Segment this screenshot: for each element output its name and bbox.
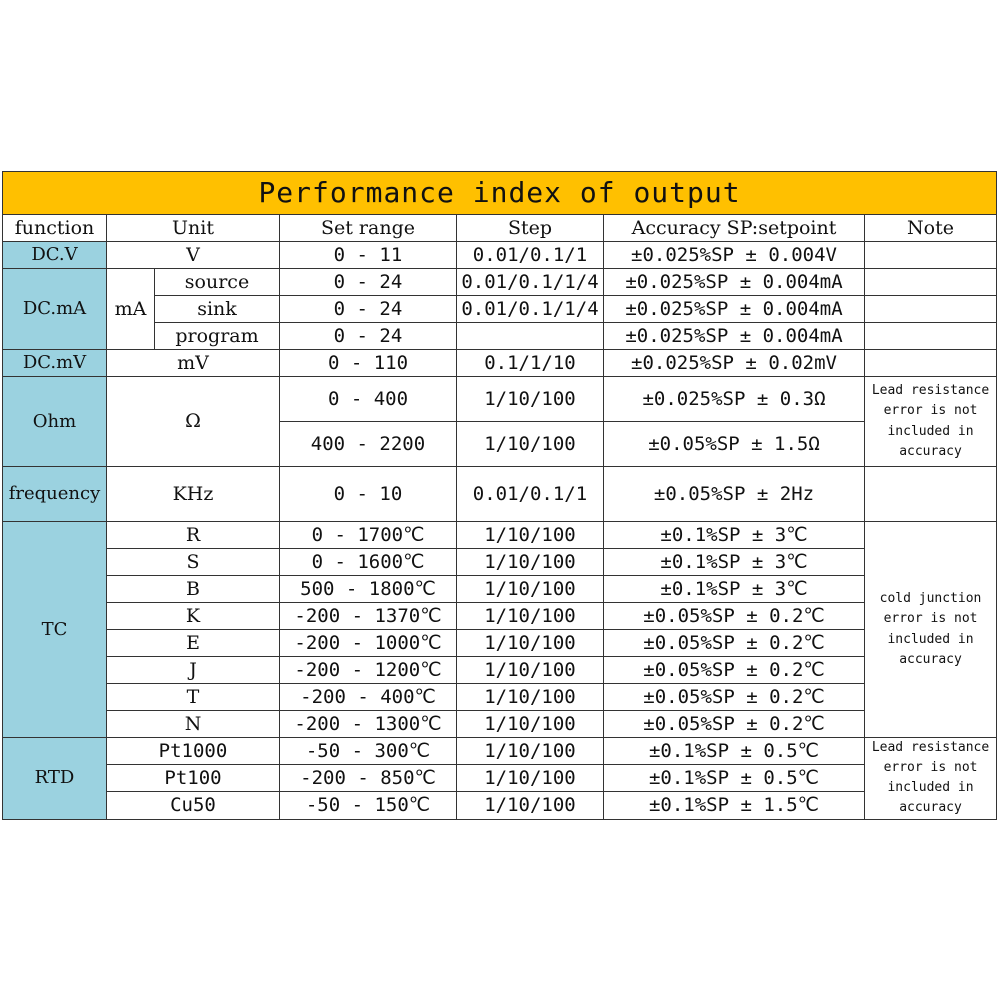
row-tc-n [3,711,997,738]
step-tc-b: 1/10/100 [457,576,604,603]
title-row [3,172,997,215]
row-ohm-low [3,377,997,422]
row-dcma-source [3,269,997,296]
mode-sink: sink [155,296,280,323]
note-ohm: Lead resistance error is not included in accuracy [865,377,997,467]
step-dcma-sink: 0.01/0.1/1/4 [457,296,604,323]
accuracy-rtd-pt1000: ±0.1%SP ± 0.5℃ [604,738,865,765]
unit-dcv: V [107,242,280,269]
mode-program: program [155,323,280,350]
range-tc-k: -200 - 1370℃ [280,603,457,630]
function-dcmv: DC.mV [3,350,107,377]
row-rtd-pt1000 [3,738,997,765]
accuracy-tc-r: ±0.1%SP ± 3℃ [604,522,865,549]
header-function: function [3,215,107,242]
function-dcma: DC.mA [3,269,107,350]
unit-tc-s: S [107,549,280,576]
step-frequency: 0.01/0.1/1 [457,467,604,522]
step-tc-r: 1/10/100 [457,522,604,549]
range-dcv: 0 - 11 [280,242,457,269]
accuracy-dcma-source: ±0.025%SP ± 0.004mA [604,269,865,296]
function-tc: TC [3,522,107,738]
range-tc-e: -200 - 1000℃ [280,630,457,657]
range-frequency: 0 - 10 [280,467,457,522]
unit-rtd-pt1000: Pt1000 [107,738,280,765]
accuracy-tc-t: ±0.05%SP ± 0.2℃ [604,684,865,711]
step-ohm-high: 1/10/100 [457,422,604,467]
unit-tc-k: K [107,603,280,630]
row-dcv [3,242,997,269]
row-tc-s [3,549,997,576]
row-tc-b [3,576,997,603]
accuracy-tc-b: ±0.1%SP ± 3℃ [604,576,865,603]
accuracy-dcmv: ±0.025%SP ± 0.02mV [604,350,865,377]
unit-tc-n: N [107,711,280,738]
range-dcma-sink: 0 - 24 [280,296,457,323]
step-dcv: 0.01/0.1/1 [457,242,604,269]
range-rtd-cu50: -50 - 150℃ [280,792,457,819]
row-tc-r [3,522,997,549]
range-tc-s: 0 - 1600℃ [280,549,457,576]
range-tc-r: 0 - 1700℃ [280,522,457,549]
range-rtd-pt100: -200 - 850℃ [280,765,457,792]
unit-tc-r: R [107,522,280,549]
row-frequency [3,467,997,522]
accuracy-dcma-sink: ±0.025%SP ± 0.004mA [604,296,865,323]
table-title: Performance index of output [3,172,997,215]
row-tc-k [3,603,997,630]
range-dcma-program: 0 - 24 [280,323,457,350]
note-dcma-source [865,269,997,296]
step-ohm-low: 1/10/100 [457,377,604,422]
note-dcma-sink [865,296,997,323]
accuracy-rtd-pt100: ±0.1%SP ± 0.5℃ [604,765,865,792]
step-tc-s: 1/10/100 [457,549,604,576]
range-tc-b: 500 - 1800℃ [280,576,457,603]
accuracy-tc-j: ±0.05%SP ± 0.2℃ [604,657,865,684]
step-rtd-pt1000: 1/10/100 [457,738,604,765]
step-dcma-source: 0.01/0.1/1/4 [457,269,604,296]
range-tc-t: -200 - 400℃ [280,684,457,711]
unit-frequency: KHz [107,467,280,522]
function-frequency: frequency [3,467,107,522]
row-rtd-cu50 [3,792,997,819]
step-tc-n: 1/10/100 [457,711,604,738]
accuracy-tc-n: ±0.05%SP ± 0.2℃ [604,711,865,738]
accuracy-ohm-low: ±0.025%SP ± 0.3Ω [604,377,865,422]
mode-source: source [155,269,280,296]
step-rtd-pt100: 1/10/100 [457,765,604,792]
range-dcma-source: 0 - 24 [280,269,457,296]
accuracy-ohm-high: ±0.05%SP ± 1.5Ω [604,422,865,467]
step-rtd-cu50: 1/10/100 [457,792,604,819]
range-rtd-pt1000: -50 - 300℃ [280,738,457,765]
step-dcma-program [457,323,604,350]
row-rtd-pt100 [3,765,997,792]
range-tc-j: -200 - 1200℃ [280,657,457,684]
note-rtd: Lead resistance error is not included in accuracy [865,738,997,820]
header-accuracy: Accuracy SP:setpoint [604,215,865,242]
performance-table [2,171,997,820]
header-note: Note [865,215,997,242]
step-tc-e: 1/10/100 [457,630,604,657]
row-dcmv [3,350,997,377]
performance-table-container [2,171,996,820]
unit-dcma: mA [107,269,155,350]
header-row [3,215,997,242]
accuracy-rtd-cu50: ±0.1%SP ± 1.5℃ [604,792,865,819]
step-tc-j: 1/10/100 [457,657,604,684]
function-rtd: RTD [3,738,107,820]
row-tc-t [3,684,997,711]
note-tc: cold junction error is not included in accuracy [865,522,997,738]
unit-ohm: Ω [107,377,280,467]
note-dcmv [865,350,997,377]
accuracy-tc-k: ±0.05%SP ± 0.2℃ [604,603,865,630]
accuracy-tc-e: ±0.05%SP ± 0.2℃ [604,630,865,657]
range-dcmv: 0 - 110 [280,350,457,377]
unit-tc-e: E [107,630,280,657]
unit-dcmv: mV [107,350,280,377]
header-unit: Unit [107,215,280,242]
unit-tc-t: T [107,684,280,711]
row-tc-e [3,630,997,657]
range-tc-n: -200 - 1300℃ [280,711,457,738]
function-dcv: DC.V [3,242,107,269]
step-tc-t: 1/10/100 [457,684,604,711]
accuracy-dcv: ±0.025%SP ± 0.004V [604,242,865,269]
range-ohm-low: 0 - 400 [280,377,457,422]
note-dcma-program [865,323,997,350]
unit-tc-b: B [107,576,280,603]
row-tc-j [3,657,997,684]
accuracy-frequency: ±0.05%SP ± 2Hz [604,467,865,522]
note-frequency [865,467,997,522]
note-dcv [865,242,997,269]
header-step: Step [457,215,604,242]
accuracy-dcma-program: ±0.025%SP ± 0.004mA [604,323,865,350]
range-ohm-high: 400 - 2200 [280,422,457,467]
step-dcmv: 0.1/1/10 [457,350,604,377]
header-set-range: Set range [280,215,457,242]
unit-rtd-pt100: Pt100 [107,765,280,792]
step-tc-k: 1/10/100 [457,603,604,630]
accuracy-tc-s: ±0.1%SP ± 3℃ [604,549,865,576]
unit-rtd-cu50: Cu50 [107,792,280,819]
function-ohm: Ohm [3,377,107,467]
unit-tc-j: J [107,657,280,684]
